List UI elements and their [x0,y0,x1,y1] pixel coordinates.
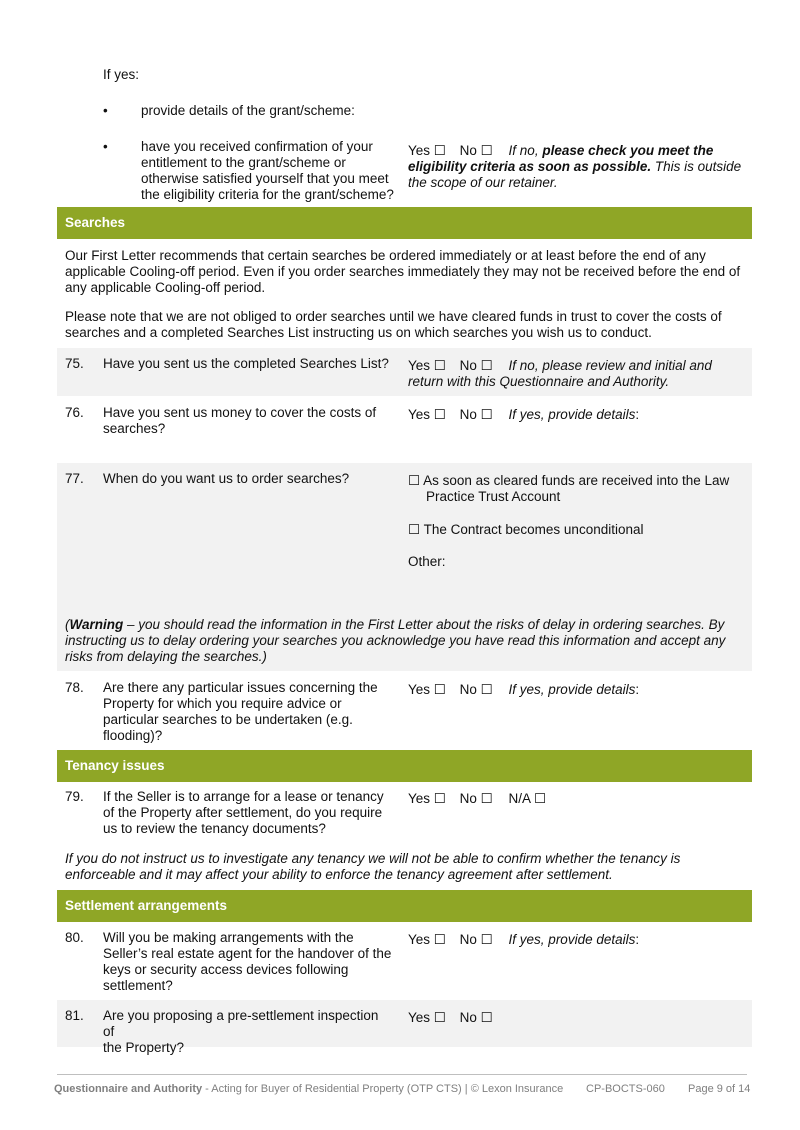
footer-code: CP-BOCTS-060 [586,1083,665,1095]
question-number: 75. [65,356,84,371]
search-timing-option-1[interactable] [408,473,748,505]
footer-document-title [54,1081,563,1097]
yes-checkbox[interactable]: Yes ☐ [408,1010,446,1025]
text-line: If the Seller is to arrange for a lease or tenancy [103,789,384,804]
answer-q76 [408,407,748,423]
question-number: 81. [65,1008,84,1023]
yes-checkbox[interactable]: Yes ☐ [408,407,446,422]
footer-title-rest: - Acting for Buyer of Residential Property (OTP CTS) | © Lexon Insurance [202,1083,564,1095]
if-yes-label: If yes: [103,67,140,82]
question-number: 78. [65,680,84,695]
yes-checkbox[interactable]: Yes ☐ [408,791,446,806]
text-line: Seller’s real estate agent for the handover of the [103,946,392,961]
no-checkbox[interactable]: No ☐ [459,143,493,158]
text-line: particular searches to be undertaken (e.g. [103,712,353,727]
answer-q81 [408,1010,748,1026]
question-text: When do you want us to order searches? [103,471,350,486]
footer-divider [57,1074,747,1075]
yes-checkbox[interactable]: Yes ☐ [408,358,446,373]
text-line: ☐ As soon as cleared funds are received into the Law [408,473,730,488]
text-line: settlement? [103,978,173,993]
warning-note [65,617,750,665]
note-text: If no, please review and initial and [508,358,712,373]
bold-instruction: eligibility criteria as soon as possible. [408,159,652,174]
question-text [103,405,393,437]
note-text: If yes, provide details [508,682,636,697]
text-line: – you should read the information in the First Letter about the risks of delay in ordering searches. By [123,617,725,632]
text-line: If you do not instruct us to investigate any tenancy we will not be able to confirm whether the tenancy is [65,851,681,866]
no-checkbox[interactable]: No ☐ [459,358,493,373]
text-line: risks from delaying the searches.) [65,649,267,664]
text-line: Are you proposing a pre-settlement inspection of [103,1008,379,1039]
note-colon: : [635,682,640,697]
bullet-marker: • [103,103,108,118]
yes-checkbox[interactable]: Yes ☐ [408,682,446,697]
text-line: flooding)? [103,728,163,743]
note-text: If yes, provide details [508,932,636,947]
no-checkbox[interactable]: No ☐ [459,791,493,806]
question-number: 80. [65,930,84,945]
section-header-searches [57,207,752,239]
answer-q80 [408,932,748,948]
grant-answer [408,143,748,191]
section-header-settlement [57,890,752,922]
text-line: have you received confirmation of your [141,139,373,154]
if-no-text: If no, [508,143,539,158]
note-colon: : [635,932,640,947]
text-line: Will you be making arrangements with the [103,930,354,945]
text-line: Are there any particular issues concerning the [103,680,378,695]
note-text: This is outside [654,159,742,174]
footer-title-bold: Questionnaire and Authority [54,1083,203,1095]
na-checkbox[interactable]: N/A ☐ [508,791,547,806]
bullet-grant-confirmation [141,139,401,203]
question-text [103,680,393,744]
text-line: the eligibility criteria for the grant/scheme? [141,187,394,202]
text-line: otherwise satisfied yourself that you meet [141,171,389,186]
section-title: Searches [65,215,126,230]
no-checkbox[interactable]: No ☐ [459,682,493,697]
text-line: searches? [103,421,166,436]
text-line: searches and a completed Searches List instructing us on which searches you wish us to conduct. [65,325,652,340]
footer-page-number: Page 9 of 14 [688,1083,751,1095]
text-line: Have you sent us money to cover the costs of [103,405,377,420]
answer-q78 [408,682,748,698]
question-number: 76. [65,405,84,420]
section-title: Settlement arrangements [65,898,228,913]
searches-paragraph-1 [65,248,750,296]
no-checkbox[interactable]: No ☐ [459,932,493,947]
search-timing-other: Other: [408,554,446,569]
text-line: the Property? [103,1040,185,1055]
question-text [103,930,393,994]
question-text [103,789,393,837]
text-line: Our First Letter recommends that certain searches be ordered immediately or at least before the end of any [65,248,706,263]
text-line: Please note that we are not obliged to order searches until we have cleared funds in trust to cover the costs of [65,309,722,324]
bullet-marker: • [103,139,108,154]
question-number: 79. [65,789,84,804]
section-header-tenancy [57,750,752,782]
note-colon: : [635,407,640,422]
yes-checkbox[interactable]: Yes ☐ [408,143,446,158]
paren: ( [65,617,70,632]
answer-q79 [408,791,748,807]
note-text: If yes, provide details [508,407,636,422]
yes-checkbox[interactable]: Yes ☐ [408,932,446,947]
question-number: 77. [65,471,84,486]
text-line: any applicable Cooling-off period. [65,280,266,295]
bullet-grant-details: provide details of the grant/scheme: [141,103,355,118]
section-title: Tenancy issues [65,758,165,773]
tenancy-note [65,851,750,883]
text-line: Property for which you require advice or [103,696,342,711]
text-line: Practice Trust Account [426,489,561,504]
answer-q75 [408,358,748,390]
text-line: applicable Cooling-off period. Even if you order searches immediately they may not be received before the end of [65,264,741,279]
text-line: keys or security access devices following [103,962,349,977]
text-line: us to review the tenancy documents? [103,821,326,836]
text-line: instructing us to delay ordering your searches you acknowledge you have read this information and accept any [65,633,726,648]
no-checkbox[interactable]: No ☐ [459,407,493,422]
warning-label: Warning [69,617,124,632]
question-text: Have you sent us the completed Searches List? [103,356,389,371]
note-text: the scope of our retainer. [408,175,558,190]
searches-paragraph-2 [65,309,750,341]
note-text: return with this Questionnaire and Authority. [408,374,670,389]
bold-instruction: please check you meet the [542,143,714,158]
search-timing-option-2[interactable]: ☐ The Contract becomes unconditional [408,522,644,537]
text-line: entitlement to the grant/scheme or [141,155,346,170]
question-text [103,1008,393,1056]
text-line: enforceable and it may affect your ability to enforce the tenancy agreement after settlement. [65,867,613,882]
no-checkbox[interactable]: No ☐ [459,1010,493,1025]
text-line: of the Property after settlement, do you require [103,805,383,820]
